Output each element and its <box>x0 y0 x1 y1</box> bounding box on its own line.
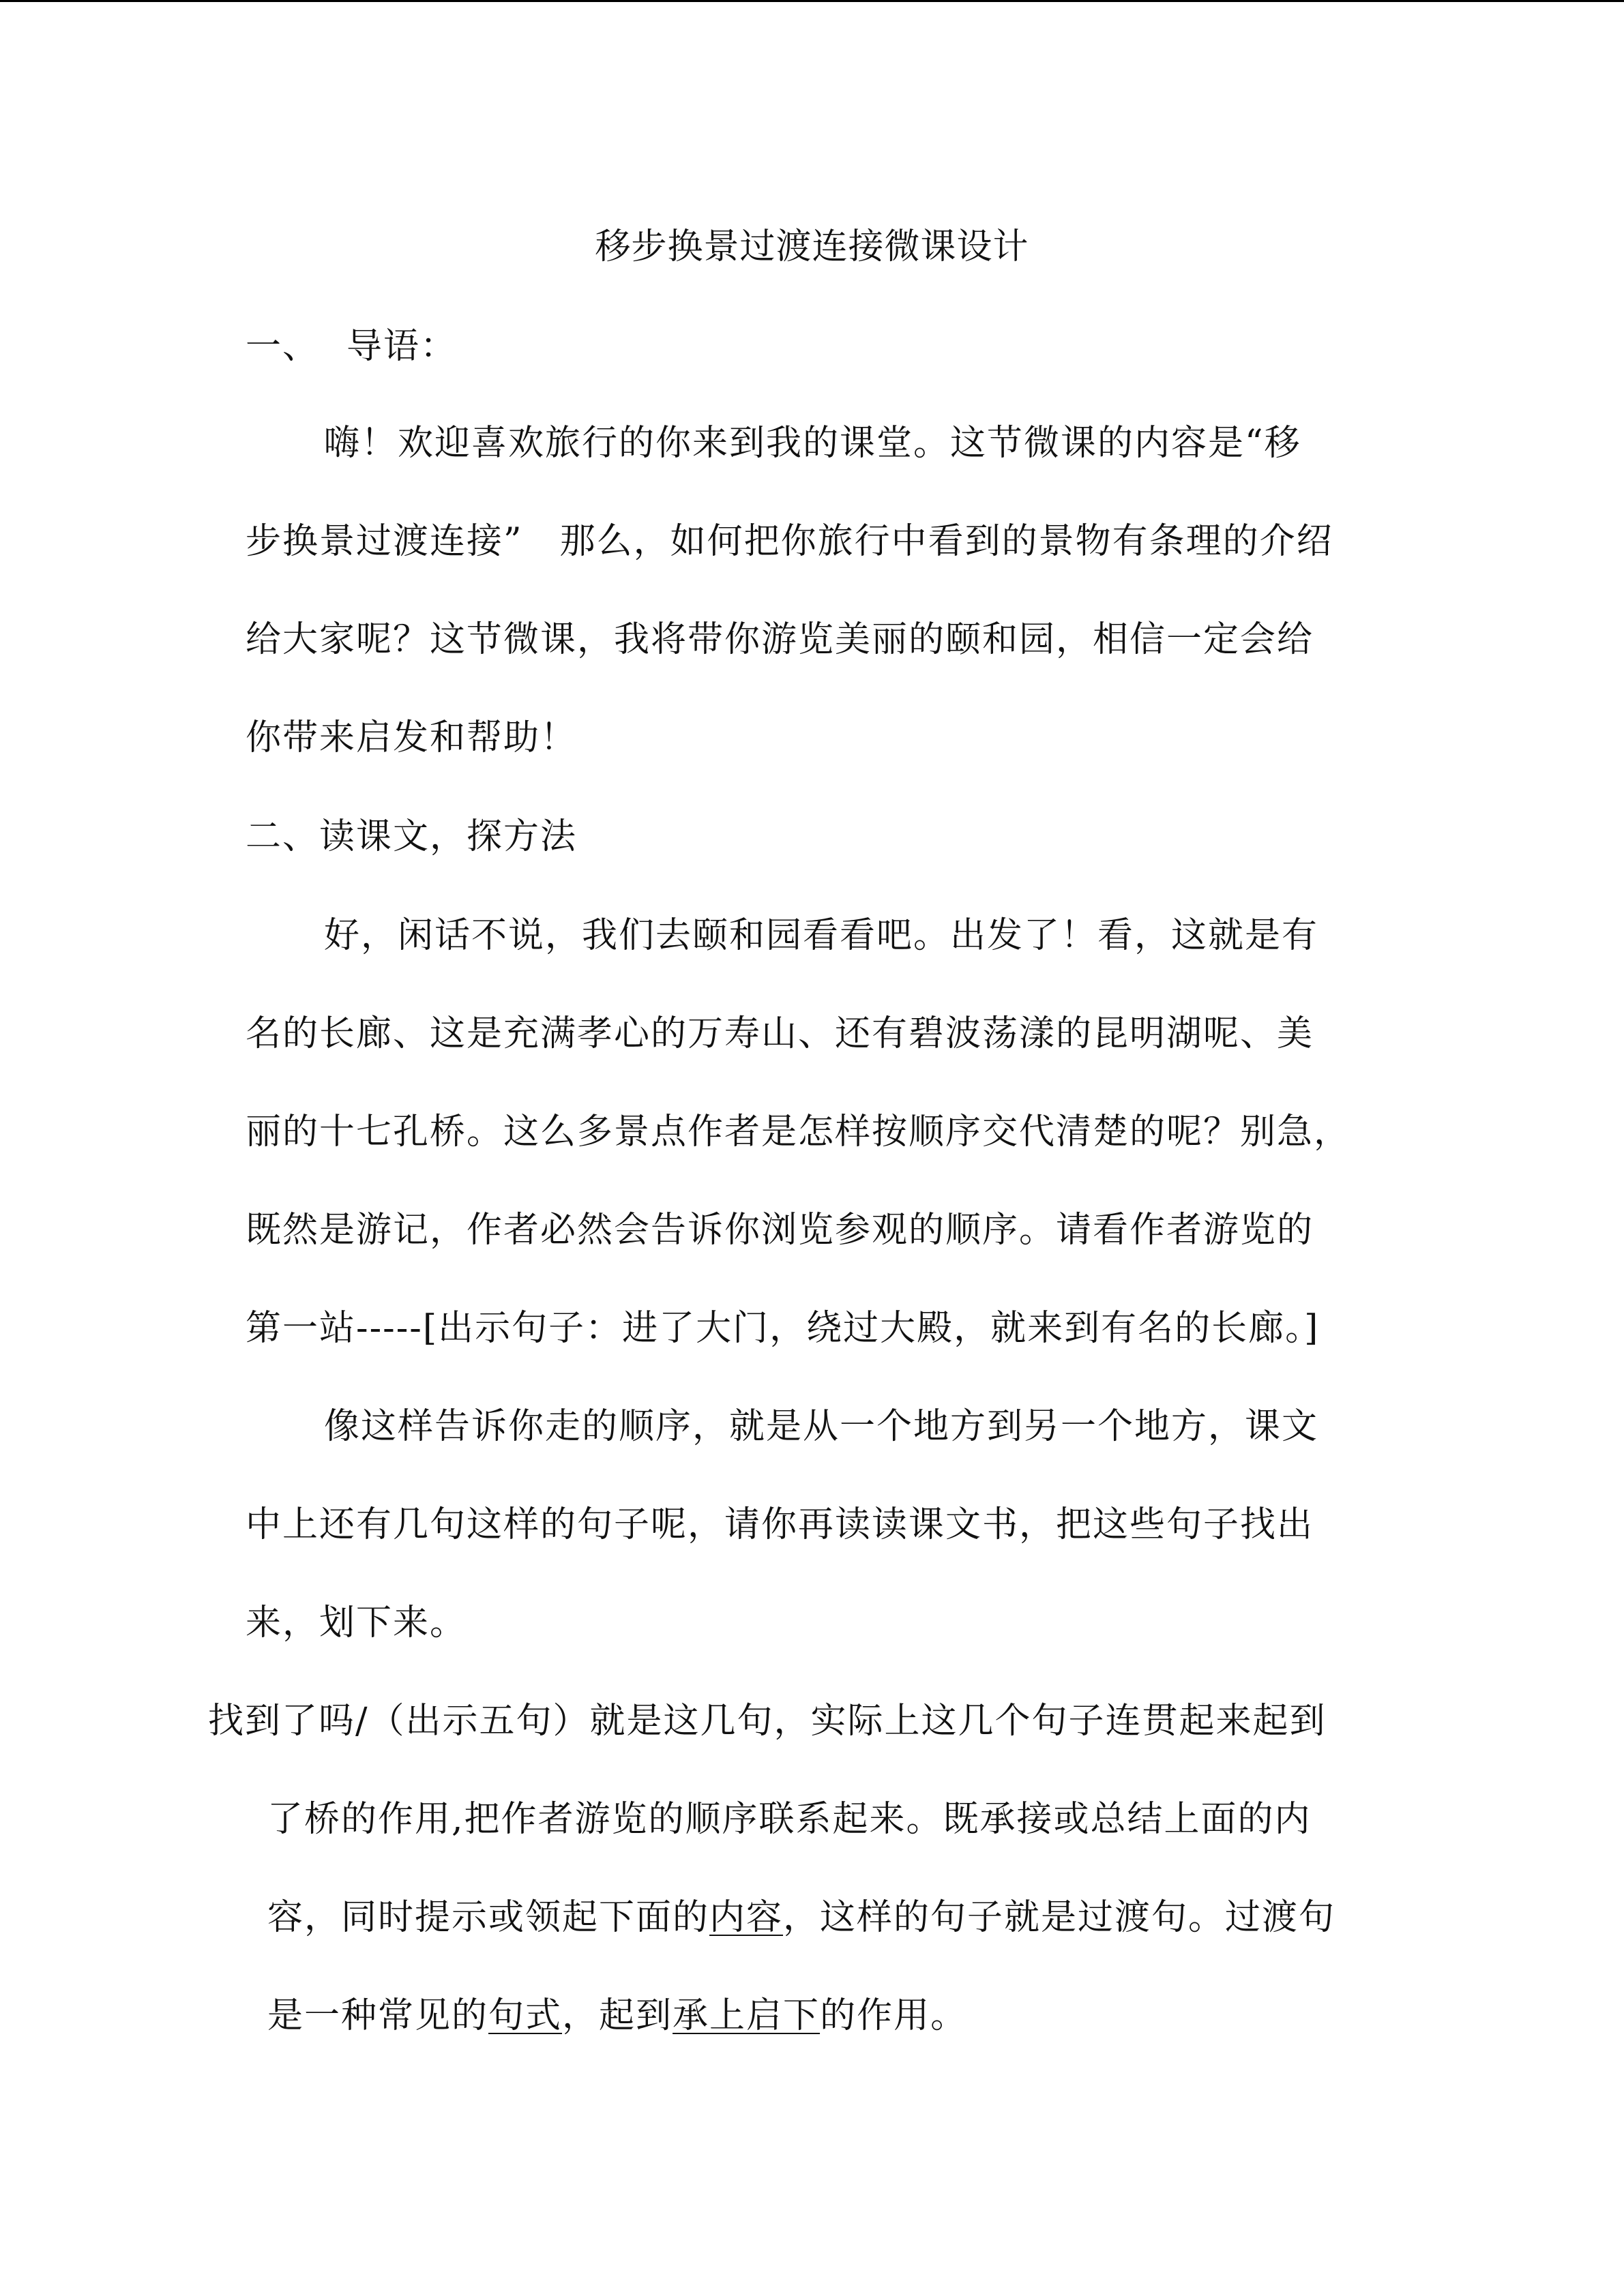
section-heading-method: 二、读课文，探方法 <box>246 816 578 857</box>
paragraph-line: 来，划下来。 <box>246 1602 467 1643</box>
underlined-term: 句式 <box>488 1995 563 2036</box>
paragraph-line: 给大家呢？这节微课，我将带你游览美丽的颐和园，相信一定会给 <box>246 619 1314 660</box>
paragraph-line <box>267 1988 967 2043</box>
paragraph-line: 名的长廊、这是充满孝心的万寿山、还有碧波荡漾的昆明湖呢、美 <box>246 1013 1314 1054</box>
paragraph-line: 了桥的作用,把作者游览的顺序联系起来。既承接或总结上面的内 <box>267 1799 1312 1840</box>
section-number: 一、 <box>246 326 320 367</box>
paragraph-line <box>267 1890 1335 1945</box>
paragraph-line: 嗨！欢迎喜欢旅行的你来到我的课堂。这节微课的内容是“移 <box>324 423 1301 464</box>
underlined-term: 内容 <box>709 1897 784 1938</box>
paragraph-line: 你带来启发和帮助！ <box>246 717 578 758</box>
paragraph-line: 既然是游记，作者必然会告诉你浏览参观的顺序。请看作者游览的 <box>246 1210 1314 1251</box>
paragraph-line: 第一站-----[出示句子：进了大门，绕过大殿，就来到有名的长廊。] <box>246 1308 1320 1349</box>
section-heading-intro <box>246 319 457 374</box>
paragraph-line: 找到了吗/（出示五句）就是这几句，实际上这几个句子连贯起来起到 <box>208 1701 1327 1742</box>
text-run: 的作用。 <box>820 1995 968 2036</box>
document-title: 移步换景过渡连接微课设计 <box>595 226 1029 267</box>
paragraph-line: 好，闲话不说，我们去颐和园看看吧。出发了！看，这就是有 <box>324 915 1319 956</box>
text-run: 是一种常见的 <box>267 1995 489 2036</box>
section-title: 导语： <box>346 326 458 367</box>
paragraph-line: 像这样告诉你走的顺序，就是从一个地方到另一个地方，课文 <box>324 1406 1319 1447</box>
text-run: ，这样的句子就是过渡句。过渡句 <box>783 1897 1336 1938</box>
underlined-term: 承上启下 <box>673 1995 821 2036</box>
paragraph-line: 丽的十七孔桥。这么多景点作者是怎样按顺序交代清楚的呢？别急， <box>246 1112 1351 1152</box>
text-run: 容，同时提示或领起下面的 <box>267 1897 710 1938</box>
paragraph-line: 中上还有几句这样的句子呢，请你再读读课文书，把这些句子找出 <box>246 1504 1314 1545</box>
paragraph-line: 步换景过渡连接” 那么，如何把你旅行中看到的景物有条理的介绍 <box>246 521 1333 562</box>
text-run: ，起到 <box>562 1995 673 2036</box>
